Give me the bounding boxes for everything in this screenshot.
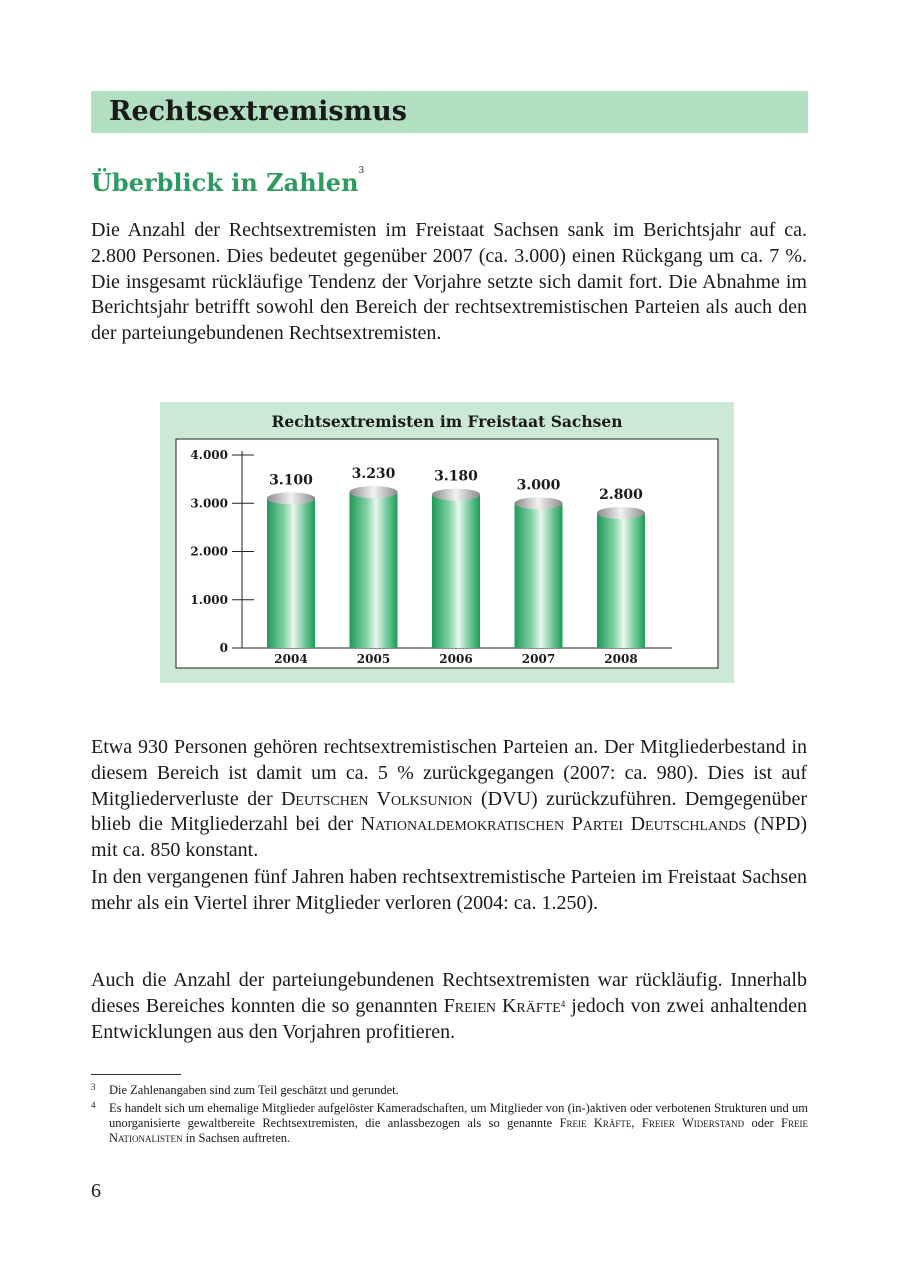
bar-2007 bbox=[515, 503, 563, 648]
bar-2006 bbox=[432, 495, 480, 648]
bar-2004 bbox=[267, 498, 315, 648]
footnote-ref-3[interactable]: 3 bbox=[358, 166, 365, 176]
bar-cap-2005 bbox=[350, 486, 398, 498]
footnote-4 bbox=[91, 1101, 808, 1146]
y-tick-label-0: 0 bbox=[219, 641, 228, 655]
paragraph-2-text-1: Etwa 930 Personen gehören rechtsextremistischen Parteien an. Der Mitgliederbestand in diesem Bereich ist damit um ca. 5 % zurückgegangen (2007: ca. 980). Dies ist auf Mitgliederverluste der bbox=[91, 736, 807, 810]
paragraph-4-text-1: Auch die Anzahl der parteiungebundenen Rechtsextremisten war rückläufig. Innerhalb dieses Bereiches konnten die so genannten bbox=[91, 969, 807, 1017]
footnote-3-number: 3 bbox=[91, 1082, 96, 1092]
footnote-4-text-2: in Sachsen auftreten. bbox=[182, 1131, 291, 1145]
footnote-4-number: 4 bbox=[91, 1100, 96, 1110]
value-label-2007: 3.000 bbox=[516, 477, 561, 494]
chart-svg bbox=[160, 402, 734, 683]
subsection-title bbox=[91, 168, 364, 197]
footnote-4-term-2: Freier Widerstand bbox=[641, 1116, 745, 1130]
section-title: Rechtsextremismus bbox=[109, 96, 407, 127]
footnote-4-text-1: Es handelt sich um ehemalige Mitglieder aufgelöster Kameradschaften, um Mitglieder von (in-)aktiven oder verbotenen Strukturen und um unorganisierte gewaltbereite Rechtsextremisten, die anlassbezogen als so genannte bbox=[109, 1101, 808, 1130]
bar-cap-2008 bbox=[597, 507, 645, 519]
x-tick-label-2007: 2007 bbox=[521, 652, 556, 666]
value-label-2006: 3.180 bbox=[434, 468, 478, 485]
npd-name: Nationaldemokratischen Partei Deutschlands bbox=[360, 813, 747, 836]
dvu-name: Deutschen Volksunion bbox=[280, 787, 473, 810]
y-tick-label-4000: 4.000 bbox=[190, 448, 228, 462]
footnote-divider bbox=[91, 1074, 181, 1075]
bar-2008 bbox=[597, 513, 645, 648]
subsection-title-text: Überblick in Zahlen bbox=[91, 168, 359, 197]
y-tick-label-2000: 2.000 bbox=[190, 544, 228, 559]
y-tick-label-1000: 1.000 bbox=[190, 592, 228, 607]
value-label-2008: 2.800 bbox=[599, 486, 643, 503]
chart-title: Rechtsextremisten im Freistaat Sachsen bbox=[271, 412, 623, 431]
paragraph-3: In den vergangenen fünf Jahren haben rechtsextremistische Parteien im Freistaat Sachsen mehr als ein Viertel ihrer Mitglieder verloren (2004: ca. 1.250). bbox=[91, 866, 807, 914]
bar-chart bbox=[160, 402, 734, 683]
x-tick-label-2005: 2005 bbox=[356, 652, 391, 666]
x-tick-label-2008: 2008 bbox=[604, 652, 638, 666]
page-number: 6 bbox=[91, 1180, 101, 1202]
x-tick-label-2004: 2004 bbox=[274, 652, 308, 666]
section-header bbox=[91, 91, 808, 133]
bar-cap-2006 bbox=[432, 489, 480, 501]
footnote-4-sep-2: oder bbox=[744, 1116, 782, 1130]
footnote-3 bbox=[91, 1083, 808, 1098]
paragraph-2 bbox=[91, 735, 807, 864]
y-tick-label-3000: 3.000 bbox=[190, 496, 228, 511]
paragraph-1: Die Anzahl der Rechtsextremisten im Freistaat Sachsen sank im Berichtsjahr auf ca. 2.800 Personen. Dies bedeutet gegenüber 2007 (ca. 3.000) einen Rückgang um ca. 7 %. Die insgesamt rückläufige Tendenz der Vorjahre setzte sich damit fort. Die Abnahme im Berichtsjahr betrifft sowohl den Bereich der rechtsextremistischen Parteien als auch den der parteiungebundenen Rechtsextremisten. bbox=[91, 219, 807, 345]
bar-2005 bbox=[350, 492, 398, 648]
paragraph-4 bbox=[91, 968, 807, 1045]
footnote-ref-4[interactable]: 4 bbox=[560, 998, 566, 1009]
bar-cap-2004 bbox=[267, 492, 315, 504]
paragraph-2-text-3: (NPD) mit ca. 850 konstant. bbox=[91, 813, 807, 862]
x-tick-label-2006: 2006 bbox=[439, 652, 473, 666]
freie-kraefte-term: Freien Kräfte bbox=[443, 994, 561, 1017]
footnote-4-text bbox=[109, 1101, 808, 1146]
value-label-2005: 3.230 bbox=[351, 466, 396, 483]
bar-cap-2007 bbox=[515, 497, 563, 509]
footnote-4-term-3: Freie Nationalisten bbox=[109, 1116, 808, 1145]
footnote-4-term-1: Freie Kräfte bbox=[559, 1116, 632, 1130]
footnote-3-text: Die Zahlenangaben sind zum Teil geschätzt und gerundet. bbox=[109, 1083, 399, 1097]
value-label-2004: 3.100 bbox=[269, 472, 313, 489]
footnote-4-sep-1: , bbox=[631, 1116, 642, 1130]
paragraph-2-text-2: (DVU) zurückzuführen. Demgegenüber blieb die Mitgliederzahl bei der bbox=[91, 787, 807, 836]
paragraph-4-text-2: jedoch von zwei anhaltenden Entwicklungen aus den Vorjahren profitieren. bbox=[91, 994, 808, 1043]
